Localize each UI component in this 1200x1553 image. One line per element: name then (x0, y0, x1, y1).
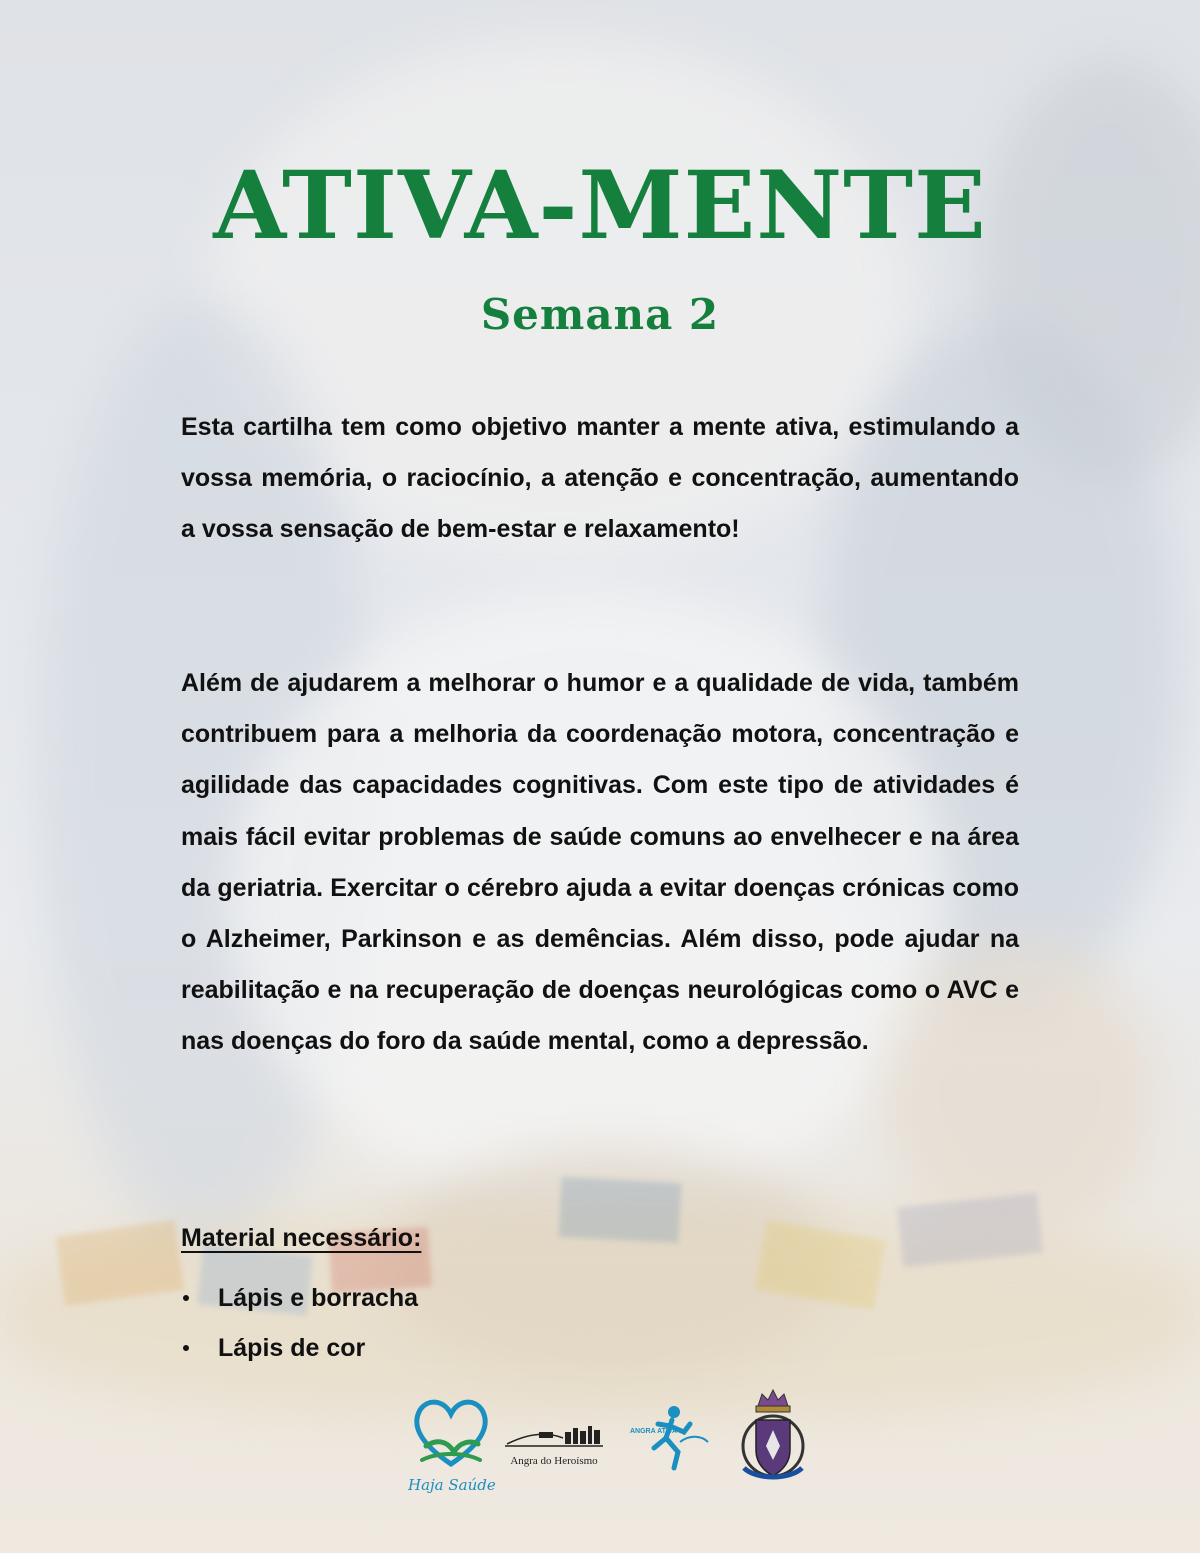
coat-of-arms-icon (736, 1384, 810, 1494)
partner-logos (0, 1380, 1200, 1500)
list-item (181, 1273, 418, 1323)
benefits-paragraph: Além de ajudarem a melhorar o humor e a qualidade de vida, também contribuem para a melhoria da coordenação motora, concentração e agilidade das capacidades cognitivas. Com este tipo de atividades é mais fácil evitar problemas de saúde comuns ao envelhecer e na área da geriatria. Exercitar o cérebro ajuda a evitar doenças crónicas como o Alzheimer, Parkinson e as demências. Além disso, pode ajudar na reabilitação e na recuperação de doenças neurológicas como o AVC e nas doenças do foro da saúde mental, como a depressão. (181, 669, 1019, 1056)
crest-logo (736, 1384, 810, 1494)
city-skyline-icon (503, 1418, 605, 1454)
heart-logo-icon (408, 1394, 494, 1474)
bullet-icon (183, 1345, 189, 1351)
page-title: ATIVA-MENTE (213, 151, 987, 261)
angra-logo (503, 1418, 605, 1472)
angra-ativa-logo (628, 1402, 712, 1476)
intro-paragraph: Esta cartilha tem como objetivo manter a mente ativa, estimulando a vossa memória, o raciocínio, a atenção e concentração, aumentando a vossa sensação de bem-estar e relaxamento! (181, 413, 1019, 544)
running-figure-icon (628, 1402, 712, 1476)
list-item-label: Lápis e borracha (218, 1284, 419, 1312)
logo-text: Haja Saúde (408, 1476, 496, 1494)
bullet-icon (183, 1295, 189, 1301)
materials-heading: Material necessário: (181, 1224, 422, 1252)
list-item-label: Lápis de cor (218, 1334, 366, 1362)
list-item (181, 1323, 418, 1373)
haja-saude-logo (408, 1394, 494, 1498)
page-subtitle: Semana 2 (480, 290, 720, 339)
logo-text: Angra do Heroísmo (510, 1455, 598, 1467)
logo-text: ANGRA ATIVA (630, 1428, 678, 1435)
materials-list (181, 1273, 418, 1373)
